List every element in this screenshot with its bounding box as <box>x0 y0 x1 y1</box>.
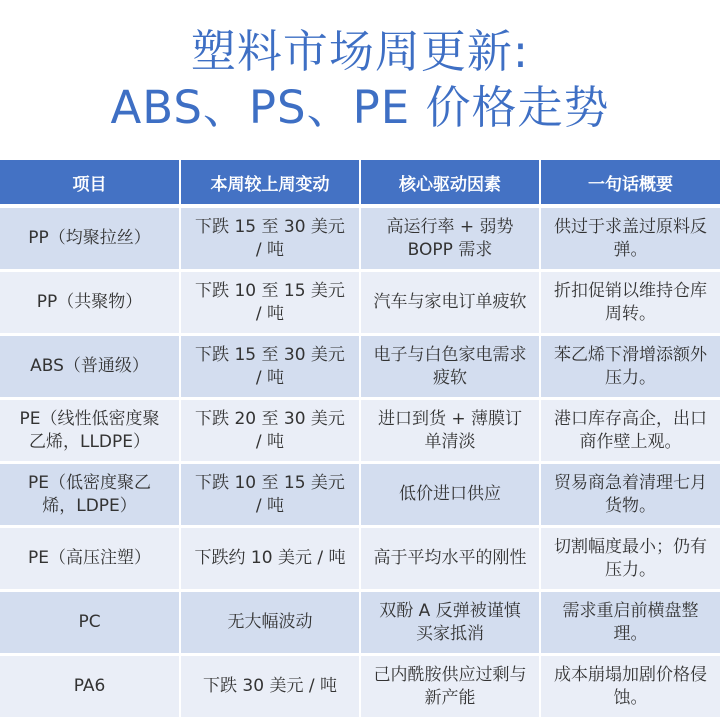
table-row <box>0 399 720 463</box>
table-row <box>0 463 720 527</box>
cell-weekly-change: 无大幅波动 <box>180 591 360 655</box>
cell-core-drivers: 高运行率 + 弱势 BOPP 需求 <box>360 206 540 271</box>
table-row <box>0 655 720 719</box>
cell-item: PE（低密度聚乙烯，LDPE） <box>0 463 180 527</box>
cell-summary: 切割幅度最小；仍有压力。 <box>540 527 720 591</box>
cell-core-drivers: 汽车与家电订单疲软 <box>360 271 540 335</box>
header-weekly-change: 本周较上周变动 <box>180 160 360 206</box>
cell-core-drivers: 低价进口供应 <box>360 463 540 527</box>
cell-core-drivers: 己内酰胺供应过剩与新产能 <box>360 655 540 719</box>
cell-item: PC <box>0 591 180 655</box>
cell-summary: 折扣促销以维持仓库周转。 <box>540 271 720 335</box>
cell-summary: 港口库存高企，出口商作壁上观。 <box>540 399 720 463</box>
cell-weekly-change: 下跌 10 至 15 美元 / 吨 <box>180 271 360 335</box>
cell-weekly-change: 下跌 30 美元 / 吨 <box>180 655 360 719</box>
cell-weekly-change: 下跌 20 至 30 美元 / 吨 <box>180 399 360 463</box>
cell-summary: 需求重启前横盘整理。 <box>540 591 720 655</box>
cell-item: PA6 <box>0 655 180 719</box>
cell-weekly-change: 下跌约 10 美元 / 吨 <box>180 527 360 591</box>
header-summary: 一句话概要 <box>540 160 720 206</box>
cell-summary: 成本崩塌加剧价格侵蚀。 <box>540 655 720 719</box>
table-row <box>0 335 720 399</box>
cell-item: PE（线性低密度聚乙烯，LLDPE） <box>0 399 180 463</box>
cell-summary: 苯乙烯下滑增添额外压力。 <box>540 335 720 399</box>
table-row <box>0 527 720 591</box>
header-core-drivers: 核心驱动因素 <box>360 160 540 206</box>
table-header-row <box>0 160 720 206</box>
cell-item: PE（高压注塑） <box>0 527 180 591</box>
cell-weekly-change: 下跌 15 至 30 美元 / 吨 <box>180 335 360 399</box>
cell-core-drivers: 双酚 A 反弹被谨慎买家抵消 <box>360 591 540 655</box>
cell-item: PP（共聚物） <box>0 271 180 335</box>
cell-core-drivers: 进口到货 + 薄膜订单清淡 <box>360 399 540 463</box>
cell-weekly-change: 下跌 10 至 15 美元 / 吨 <box>180 463 360 527</box>
cell-item: ABS（普通级） <box>0 335 180 399</box>
title-block <box>0 0 720 160</box>
cell-item: PP（均聚拉丝） <box>0 206 180 271</box>
cell-weekly-change: 下跌 15 至 30 美元 / 吨 <box>180 206 360 271</box>
cell-summary: 供过于求盖过原料反弹。 <box>540 206 720 271</box>
page-title-line-2: ABS、PS、PE 价格走势 <box>110 81 610 134</box>
cell-summary: 贸易商急着清理七月货物。 <box>540 463 720 527</box>
page-title-line-1: 塑料市场周更新: <box>190 25 530 78</box>
header-item: 项目 <box>0 160 180 206</box>
table-row <box>0 206 720 271</box>
cell-core-drivers: 电子与白色家电需求疲软 <box>360 335 540 399</box>
price-change-table <box>0 160 720 720</box>
cell-core-drivers: 高于平均水平的刚性 <box>360 527 540 591</box>
table-row <box>0 591 720 655</box>
table-row <box>0 271 720 335</box>
